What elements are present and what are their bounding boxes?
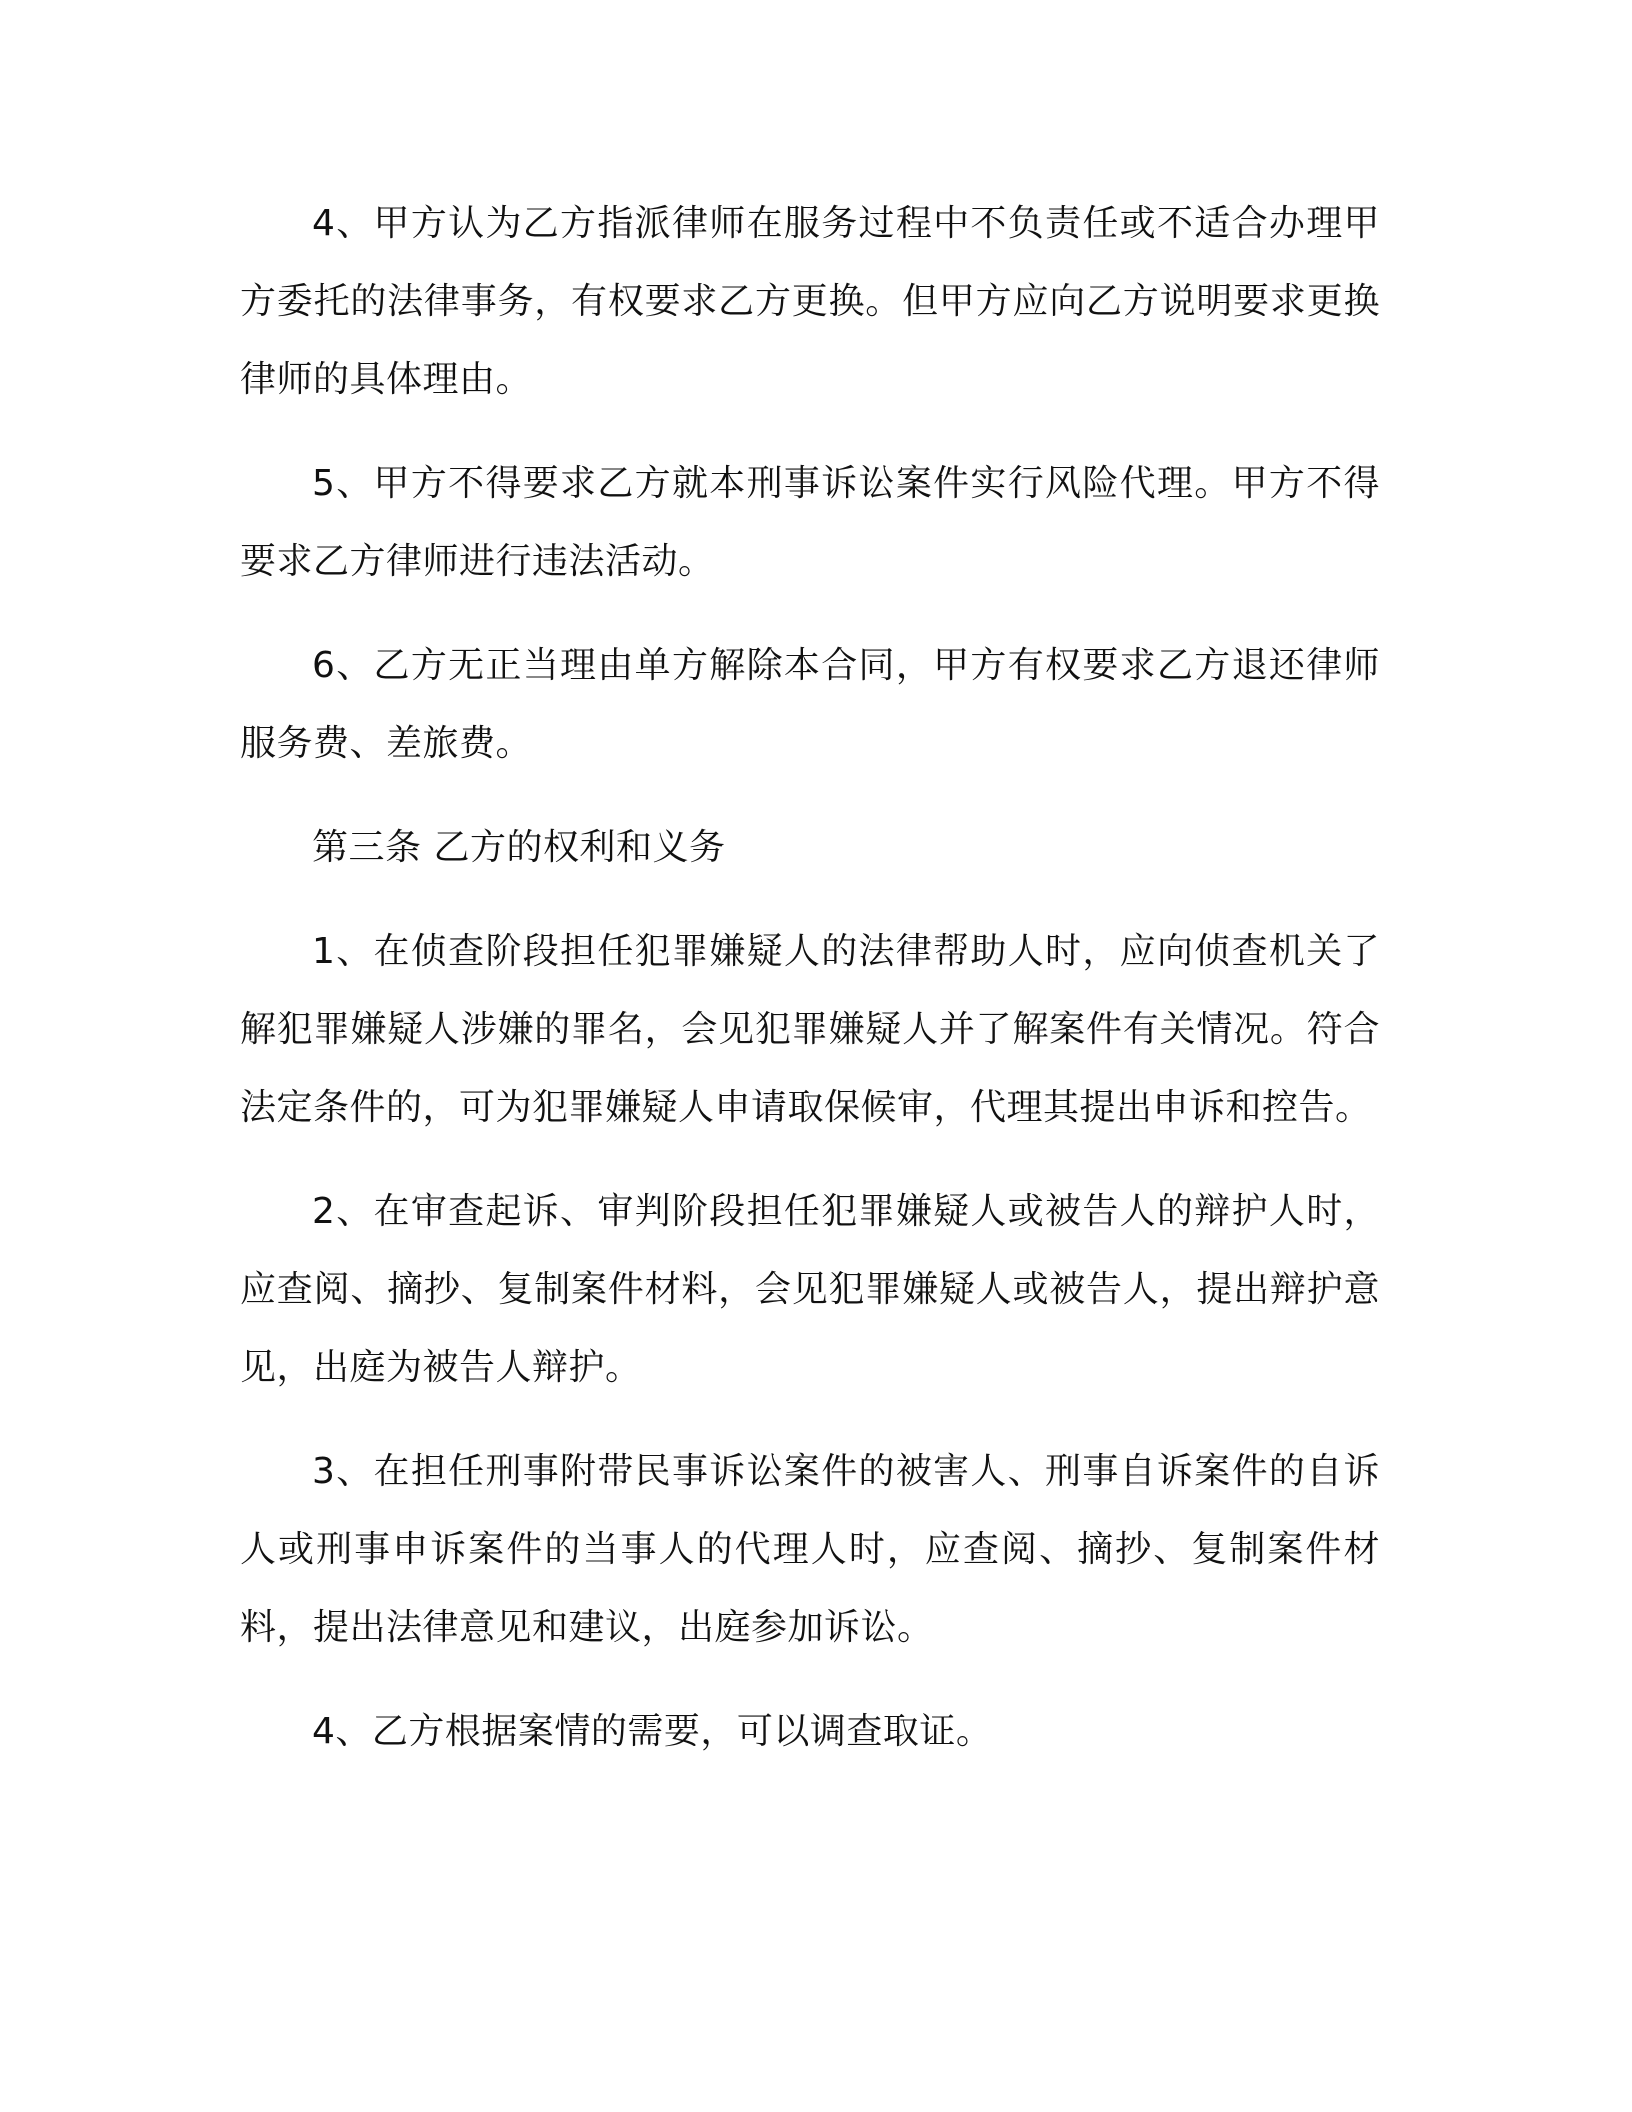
paragraph-article3-item-3: 3、在担任刑事附带民事诉讼案件的被害人、刑事自诉案件的自诉人或刑事申诉案件的当事人的代理人时，应查阅、摘抄、复制案件材料，提出法律意见和建议，出庭参加诉讼。 [240, 1451, 1380, 1648]
paragraph-article3-item-1: 1、在侦查阶段担任犯罪嫌疑人的法律帮助人时，应向侦查机关了解犯罪嫌疑人涉嫌的罪名，会见犯罪嫌疑人并了解案件有关情况。符合法定条件的，可为犯罪嫌疑人申请取保候审，代理其提出申诉和控告。 [240, 931, 1380, 1128]
paragraph-clause-6: 6、乙方无正当理由单方解除本合同，甲方有权要求乙方退还律师服务费、差旅费。 [240, 645, 1380, 764]
paragraph-article3-item-2: 2、在审查起诉、审判阶段担任犯罪嫌疑人或被告人的辩护人时，应查阅、摘抄、复制案件材料，会见犯罪嫌疑人或被告人，提出辩护意见，出庭为被告人辩护。 [240, 1191, 1380, 1388]
paragraph-clause-4: 4、甲方认为乙方指派律师在服务过程中不负责任或不适合办理甲方委托的法律事务，有权要求乙方更换。但甲方应向乙方说明要求更换律师的具体理由。 [240, 203, 1380, 400]
paragraph-article3-item-4: 4、乙方根据案情的需要，可以调查取证。 [312, 1711, 993, 1752]
paragraph-clause-5: 5、甲方不得要求乙方就本刑事诉讼案件实行风险代理。甲方不得要求乙方律师进行违法活动。 [240, 463, 1380, 582]
section-heading-article-3: 第三条 乙方的权利和义务 [312, 827, 726, 868]
document-body [240, 185, 1380, 1797]
